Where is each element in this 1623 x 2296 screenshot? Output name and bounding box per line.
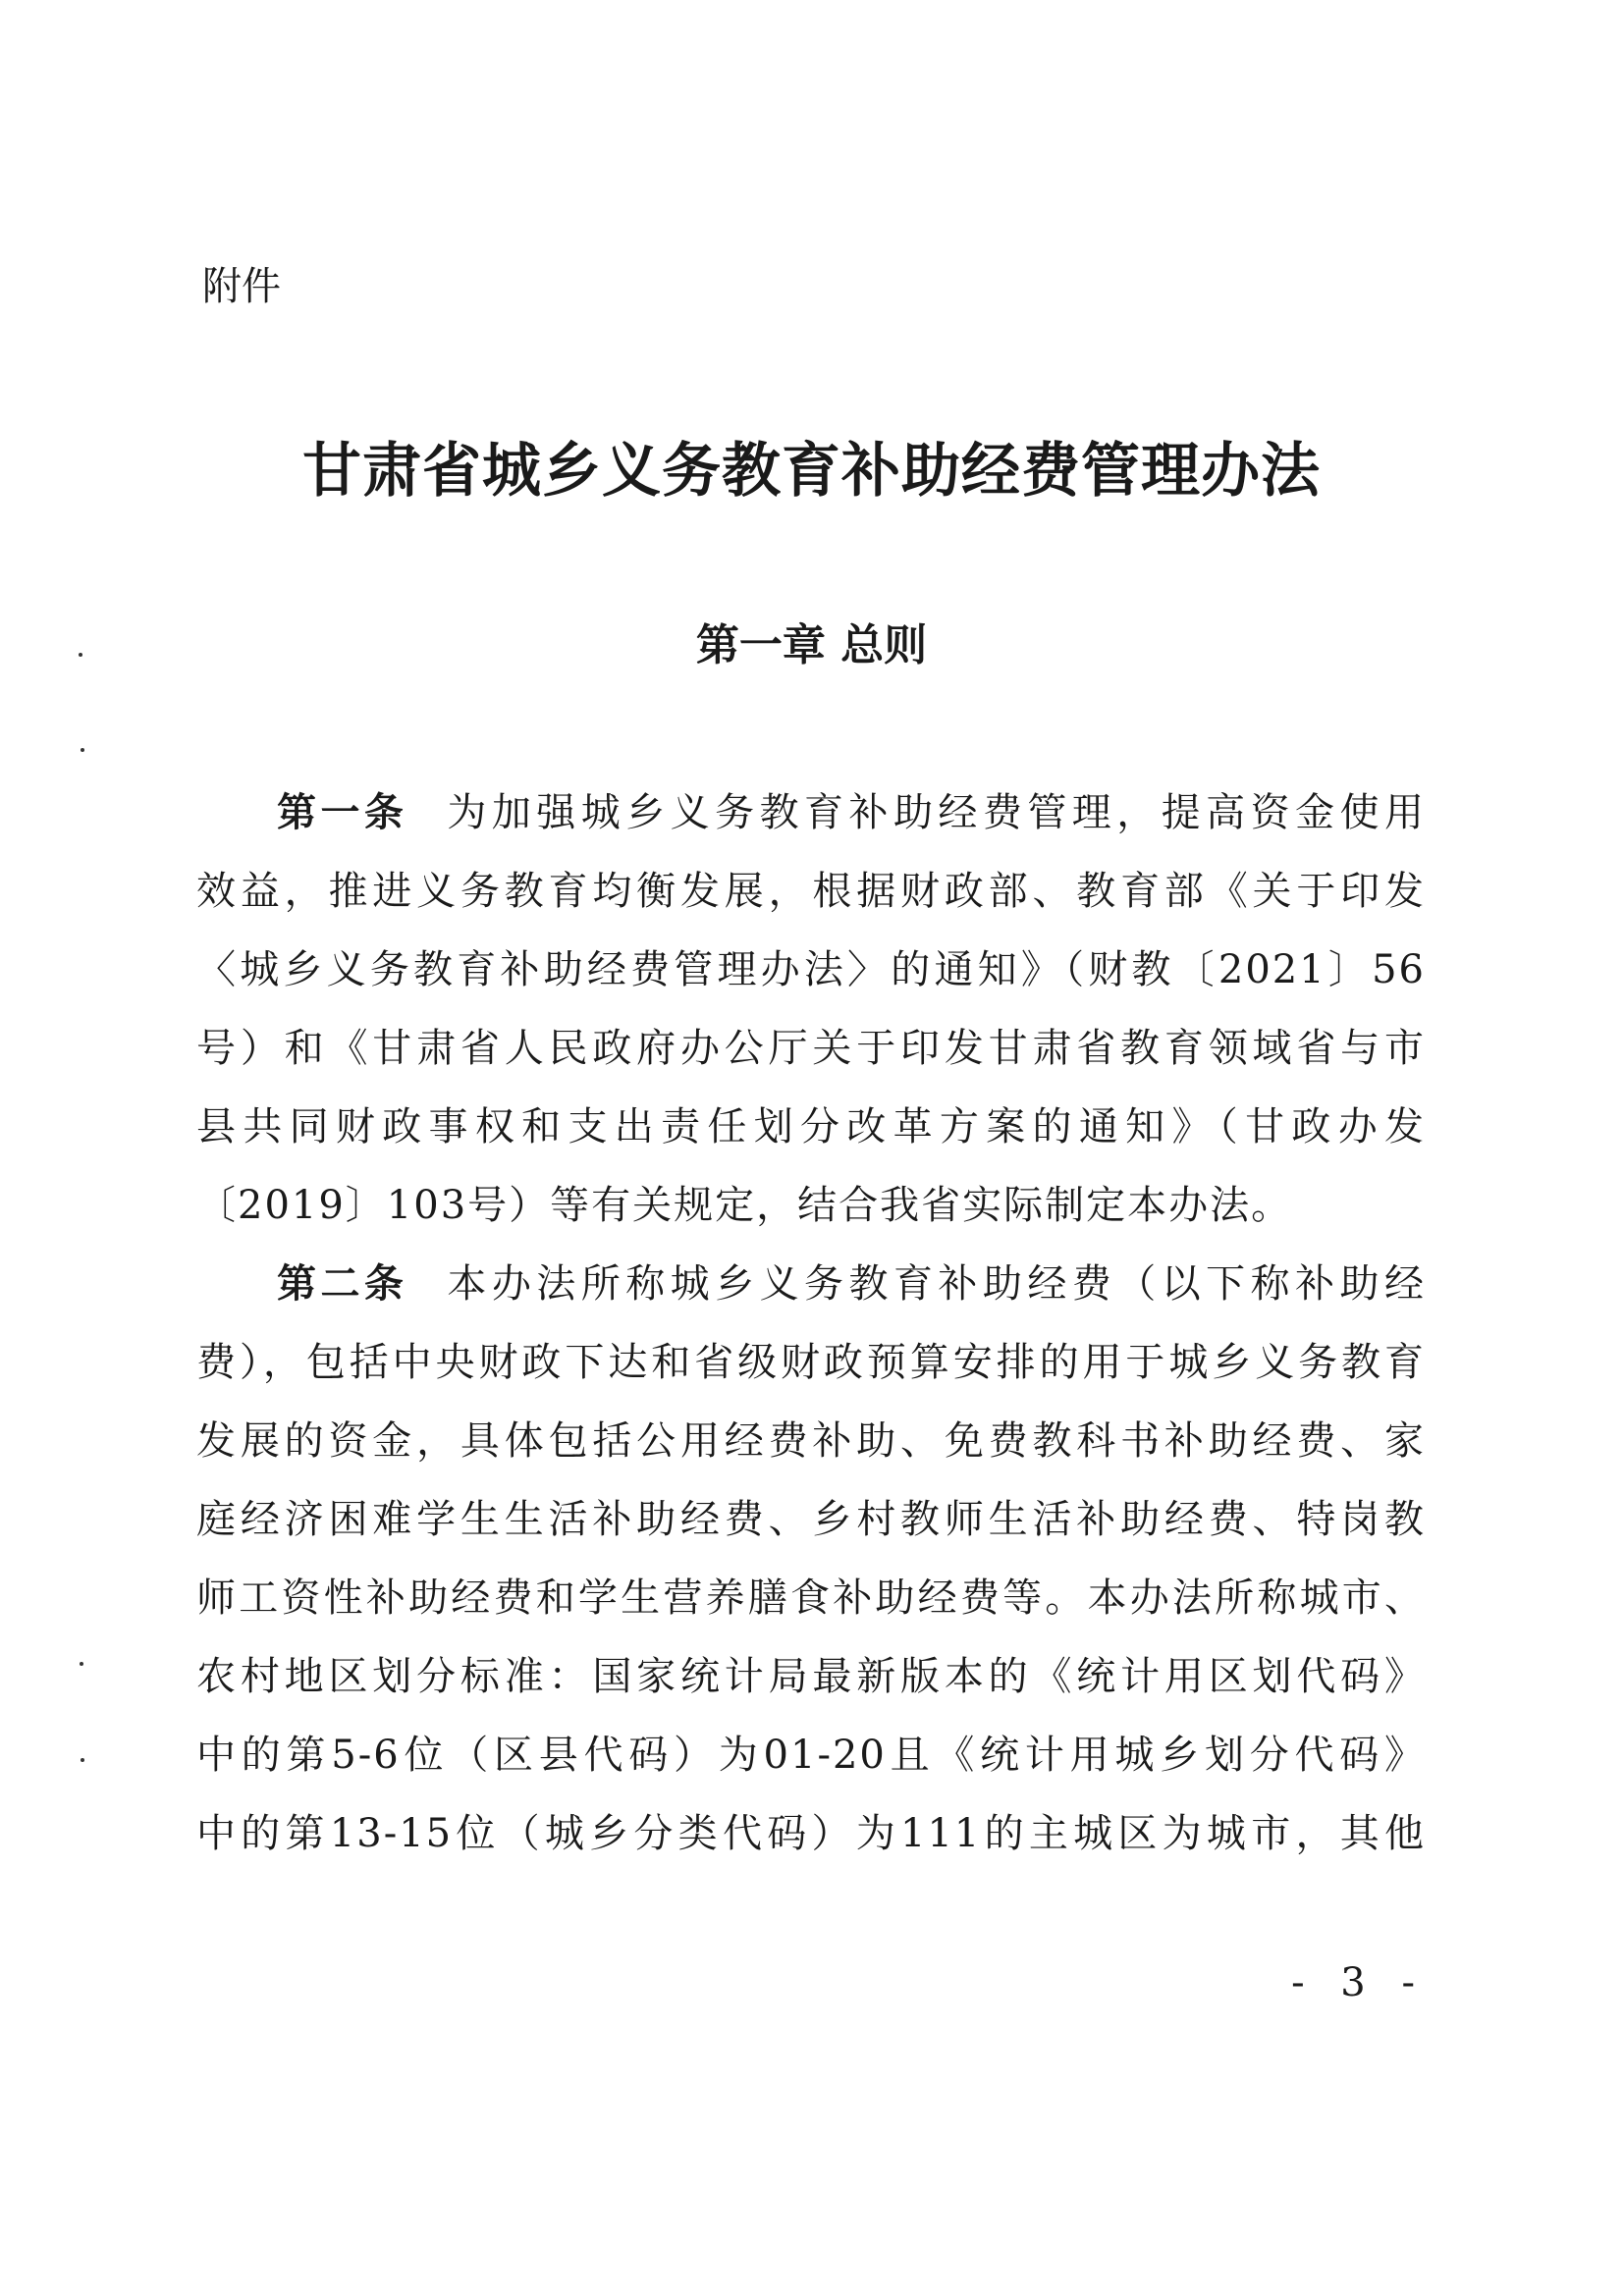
article-1-line: 〈城乡义务教育补助经费管理办法〉的通知》（财教〔2021〕56 [196, 947, 1426, 992]
scan-mark [81, 748, 84, 752]
article-2-line: 庭经济困难学生生活补助经费、乡村教师生活补助经费、特岗教 [196, 1497, 1426, 1542]
document-body [196, 774, 1426, 1873]
article-2-line: 中的第5-6位（区县代码）为01-20且《统计用城乡划分代码》 [196, 1733, 1426, 1778]
attachment-label: 附件 [202, 264, 281, 309]
article-2-line: 农村地区划分标准：国家统计局最新版本的《统计用区划代码》 [196, 1654, 1426, 1699]
article-1-line [196, 774, 1426, 852]
article-1-label: 第一条 [277, 790, 408, 835]
article-2-line: 师工资性补助经费和学生营养膳食补助经费等。本办法所称城市、 [196, 1575, 1426, 1621]
article-1-line: 县共同财政事权和支出责任划分改革方案的通知》（甘政办发 [196, 1104, 1426, 1149]
article-2-text: 本办法所称城乡义务教育补助经费（以下称补助经 [447, 1261, 1426, 1307]
document-title: 甘肃省城乡义务教育补助经费管理办法 [302, 437, 1321, 506]
chapter-title: 第一章 总则 [695, 620, 928, 670]
article-1-line: 效益，推进义务教育均衡发展，根据财政部、教育部《关于印发 [196, 869, 1426, 914]
article-2-line: 发展的资金，具体包括公用经费补助、免费教科书补助经费、家 [196, 1418, 1426, 1464]
page-number: - 3 - [1291, 1960, 1427, 2005]
article-2-line: 中的第13-15位（城乡分类代码）为111的主城区为城市，其他 [196, 1811, 1426, 1856]
article-2-line: 费），包括中央财政下达和省级财政预算安排的用于城乡义务教育 [196, 1340, 1426, 1385]
scan-mark [81, 1758, 84, 1762]
article-1-line: 号）和《甘肃省人民政府办公厅关于印发甘肃省教育领域省与市 [196, 1026, 1426, 1071]
article-1-text: 为加强城乡义务教育补助经费管理，提高资金使用 [447, 790, 1426, 835]
article-2-label: 第二条 [277, 1261, 408, 1307]
article-2-line [196, 1245, 1426, 1323]
scan-mark [80, 1662, 83, 1666]
article-1-line: 〔2019〕103号）等有关规定，结合我省实际制定本办法。 [196, 1183, 1293, 1228]
